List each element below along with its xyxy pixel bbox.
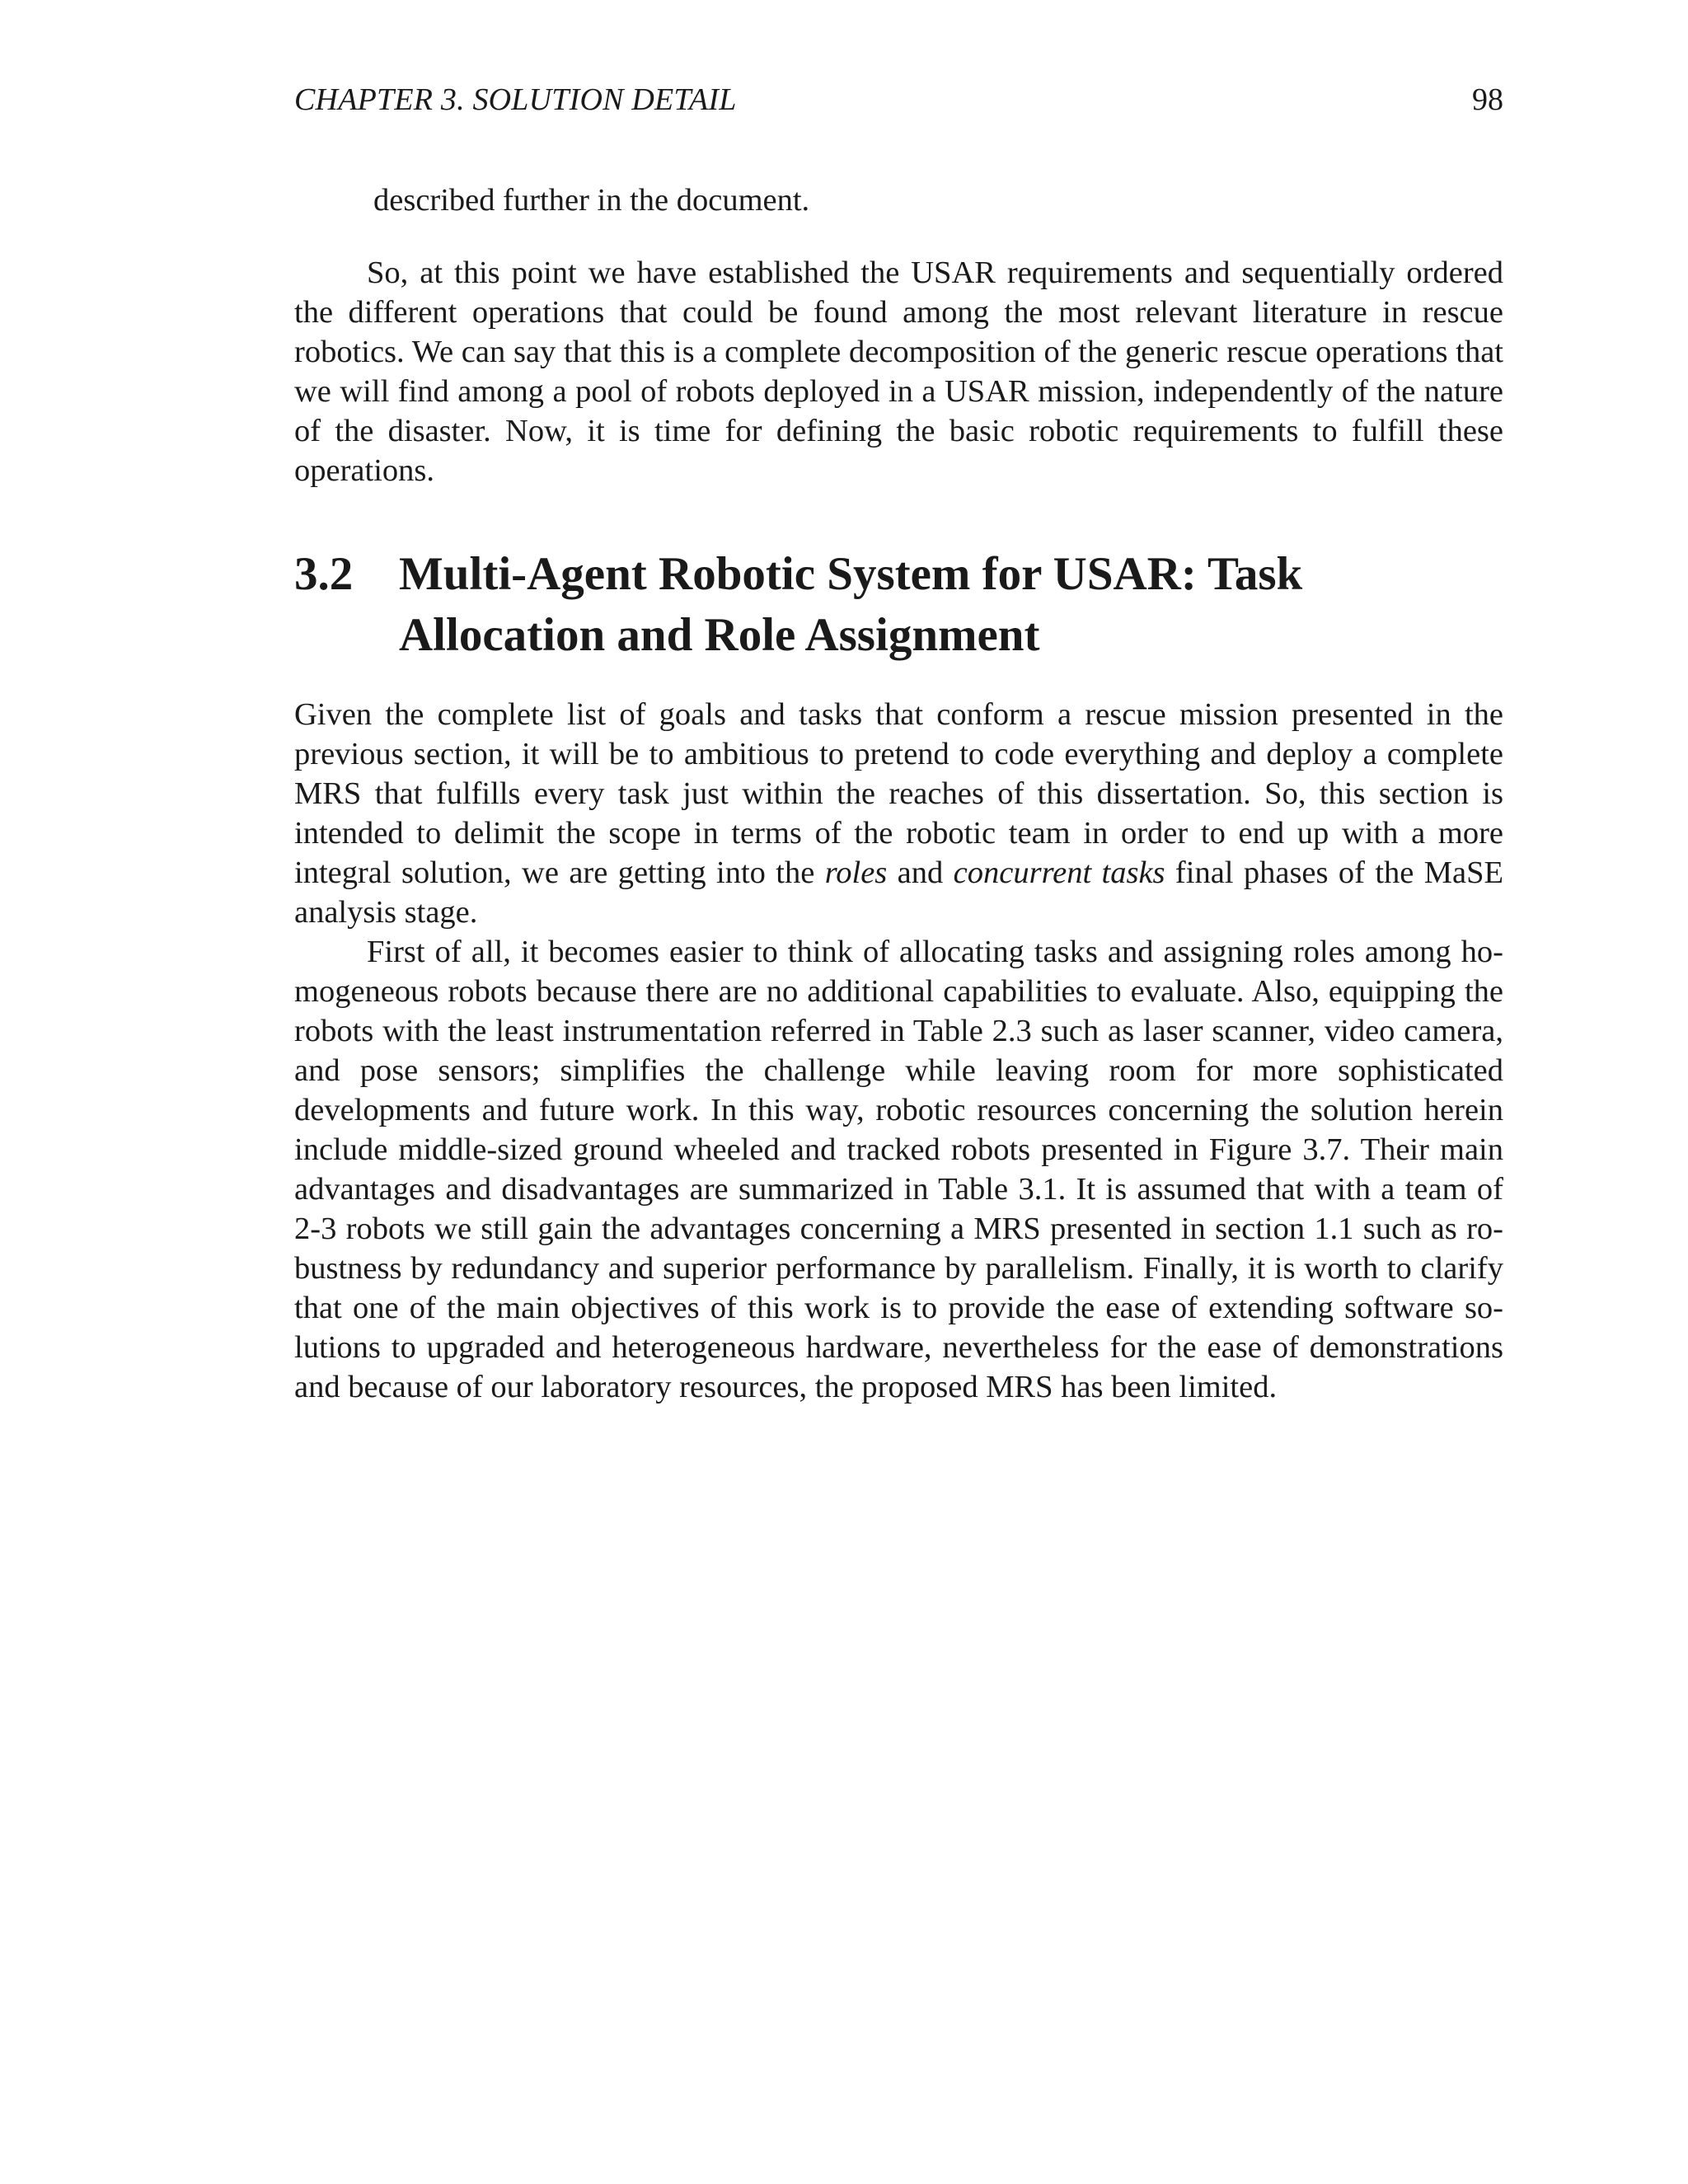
robots-paragraph: First of all, it becomes easier to think of allocating tasks and assigning roles among homogeneous robots because there are no additional capabilities to evaluate. Also, equipping the robots with the least instrumentation referred in Table 2.3 such as laser scanner, video camera, and pose sensors; simplifies the challenge while leaving room for more sophisticated developments and future work. In this way, robotic resources concerning the solution herein include middle-sized ground wheeled and tracked robots presented in Figure 3.7. Their main advantages and disadvantages are summarized in Table 3.1. It is assumed that with a team of 2-3 robots we still gain the advantages concerning a MRS presented in section 1.1 such as robustness by redundancy and superior performance by parallelism. Finally, it is worth to clarify that one of the main objectives of this work is to provide the ease of extending software solutions to upgraded and heterogeneous hardware, nevertheless for the ease of demonstrations and because of our laboratory resources, the proposed MRS has been limited. bbox=[294, 935, 1503, 1404]
section-number: 3.2 bbox=[294, 548, 354, 600]
scope-text-2: and bbox=[887, 855, 954, 890]
page-number: 98 bbox=[1472, 82, 1503, 117]
scope-text-3: final phases of the MaSE analysis stage. bbox=[294, 855, 1504, 930]
summary-paragraph: So, at this point we have established the USAR requirements and sequentially ordered the different operations that could be found among the most relevant literature in rescue robotics. We can say that this is a complete decomposition of the generic rescue operations that we will find among a pool of robots deployed in a USAR mission, independently of the nature of the disaster. Now, it is time for defining the basic robotic requirements to fulfill these operations. bbox=[294, 255, 1503, 488]
running-head bbox=[294, 79, 1503, 120]
section-heading bbox=[294, 544, 1503, 666]
continuation-text bbox=[294, 180, 1503, 220]
concurrent-tasks-term: concurrent tasks bbox=[953, 855, 1165, 890]
scope-paragraph bbox=[294, 695, 1503, 932]
scope-text-1: Given the complete list of goals and tasks that conform a rescue mission presented in the previous section, it will be to ambitious to pretend to code everything and deploy a complete MRS that fulfills every task just within the reaches of this dissertation. So, this section is intended to delimit the scope in terms of the robotic team in order to end up with a more integral solution, we are getting into the bbox=[294, 697, 1503, 890]
continuation-paragraph: described further in the document. bbox=[373, 183, 810, 218]
summary-paragraph-block bbox=[294, 253, 1503, 490]
section-title: Multi-Agent Robotic System for USAR: Task Allocation and Role Assignment bbox=[399, 548, 1303, 661]
chapter-title: CHAPTER 3. SOLUTION DETAIL bbox=[294, 82, 737, 117]
section-body bbox=[294, 695, 1503, 1407]
roles-term: roles bbox=[824, 855, 888, 890]
